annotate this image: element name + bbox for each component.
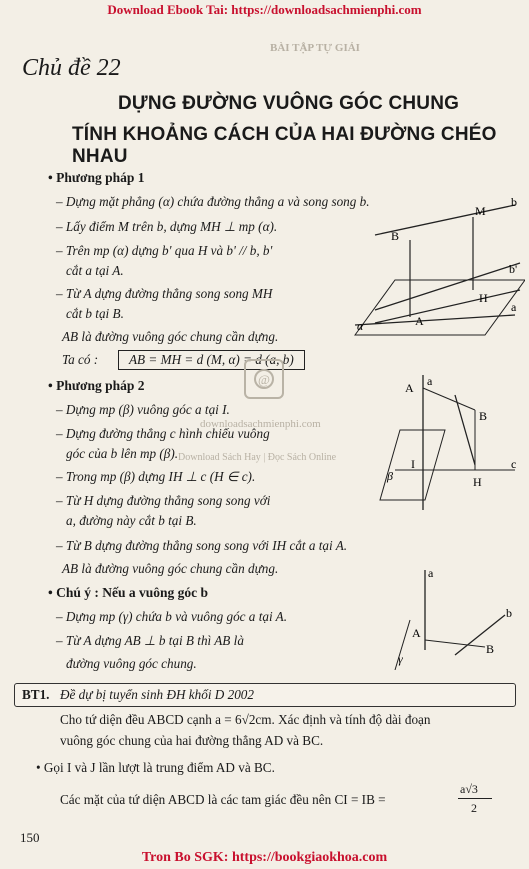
fraction-numerator: a√3 — [460, 782, 478, 796]
solution-line-1: • Gọi I và J lần lượt là trung điểm AD và BC. — [36, 760, 275, 775]
note-heading: • Chú ý : Nếu a vuông góc b — [48, 585, 209, 600]
method2-step-2: – Dựng đường thẳng c hình chiếu vuông — [56, 426, 270, 441]
fig2-label-B: B — [479, 409, 488, 423]
fig2-label-H: H — [473, 475, 482, 489]
bg-heading: BÀI TẬP TỰ GIẢI — [270, 42, 360, 54]
method2-step-3: – Trong mp (β) dựng IH ⊥ c (H ∈ c). — [56, 469, 256, 484]
title-line-2: TÍNH KHOẢNG CÁCH CỦA HAI ĐƯỜNG CHÉO NHAU — [72, 124, 497, 167]
watermark-logo — [240, 355, 290, 405]
fig1-label-alpha: α — [357, 319, 364, 333]
fraction-denominator: 2 — [471, 801, 477, 815]
fig1-label-A: A — [415, 314, 424, 328]
fraction-bar — [458, 798, 492, 799]
solution-line-2: Các mặt của tứ diện ABCD là các tam giác đều nên CI = IB = — [60, 792, 386, 807]
note-step-2b: đường vuông góc chung. — [66, 656, 197, 671]
method2-step-4b: a, đường này cắt b tại B. — [66, 513, 197, 528]
fig2-label-beta: β — [387, 469, 393, 483]
exercise-problem-1: Cho tứ diện đều ABCD cạnh a = 6√2cm. Xác định và tính độ dài đoạn — [60, 712, 431, 727]
fig3-label-a: a — [428, 566, 434, 580]
figure-note — [390, 565, 520, 670]
fig2-label-I: I — [411, 457, 415, 471]
figure-method-2 — [375, 370, 525, 515]
title-line-1: DỰNG ĐƯỜNG VUÔNG GÓC CHUNG — [118, 93, 460, 114]
method2-step-4: – Từ H dựng đường thẳng song song với — [56, 493, 271, 508]
method1-ta-co: Ta có : — [62, 352, 99, 367]
svg-text:@: @ — [258, 372, 270, 387]
method2-step-1: – Dựng mp (β) vuông góc a tại I. — [56, 402, 230, 417]
method1-step-4: – Từ A dựng đường thẳng song song MH — [56, 286, 273, 301]
watermark-subtext: Download Sách Hay | Đọc Sách Online — [178, 452, 337, 463]
fig2-label-A: A — [405, 381, 414, 395]
note-step-1: – Dựng mp (γ) chứa b và vuông góc a tại A. — [56, 609, 288, 624]
method2-step-2b: góc của b lên mp (β). — [66, 446, 179, 461]
bookgiaokhoa-banner[interactable]: Tron Bo SGK: https://bookgiaokhoa.com — [141, 850, 388, 865]
fig1-label-B: B — [391, 229, 400, 243]
fig1-label-b: b — [511, 195, 517, 209]
fig1-label-b-prime: b' — [509, 262, 518, 276]
method2-heading: • Phương pháp 2 — [48, 378, 145, 393]
method2-step-5: – Từ B dựng đường thẳng song song với IH cắt a tại A. — [56, 538, 348, 553]
fig2-label-c: c — [511, 457, 517, 471]
fig3-label-A: A — [412, 626, 421, 640]
exercise-label: BT1. — [22, 687, 50, 702]
page-number: 150 — [20, 830, 40, 845]
method1-step-2: – Lấy điểm M trên b, dựng MH ⊥ mp (α). — [56, 219, 278, 234]
method1-heading: • Phương pháp 1 — [48, 170, 145, 185]
method1-step-4b: cắt b tại B. — [66, 306, 124, 321]
figure-method-1 — [335, 195, 525, 340]
fig1-label-M: M — [475, 204, 486, 218]
fig2-label-a: a — [427, 374, 433, 388]
fig3-label-b: b — [506, 606, 512, 620]
method2-conclusion: AB là đường vuông góc chung cần dựng. — [62, 561, 279, 576]
method1-formula: AB = MH = d (M, α) = d (a, b) — [118, 350, 305, 370]
fig1-label-a: a — [511, 300, 517, 314]
fig1-label-H: H — [479, 291, 488, 305]
method1-conclusion: AB là đường vuông góc chung cần dựng. — [62, 329, 279, 344]
download-banner[interactable]: Download Ebook Tai: https://downloadsachmienphi.com — [107, 2, 422, 17]
exercise-problem-2: vuông góc chung của hai đường thẳng AD và BC. — [60, 733, 324, 748]
fig3-label-B: B — [486, 642, 495, 656]
method1-step-3: – Trên mp (α) dựng b' qua H và b' // b, b' — [56, 243, 273, 258]
exercise-source: Đề dự bị tuyển sinh ĐH khối D 2002 — [60, 687, 254, 702]
note-step-2: – Từ A dựng AB ⊥ b tại B thì AB là — [56, 633, 244, 648]
method1-step-3b: cắt a tại A. — [66, 263, 124, 278]
fig3-label-gamma: γ — [398, 652, 403, 666]
method1-step-1: – Dựng mặt phẳng (α) chứa đường thẳng a và song song b. — [56, 194, 370, 209]
topic-label: Chủ đề 22 — [22, 55, 121, 81]
watermark-text: downloadsachmienphi.com — [200, 418, 321, 430]
